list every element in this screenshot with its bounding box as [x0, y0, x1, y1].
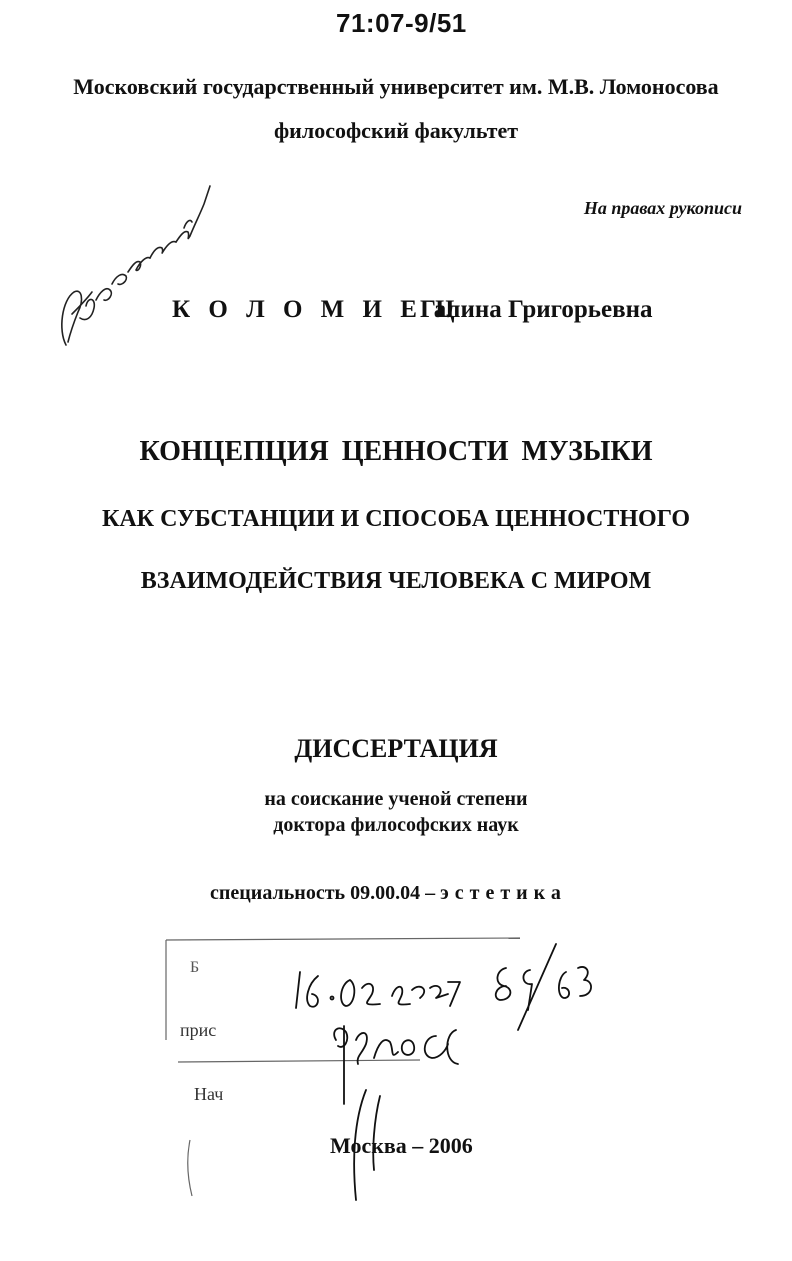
title-line-3: ВЗАИМОДЕЙСТВИЯ ЧЕЛОВЕКА С МИРОМ [140, 568, 652, 594]
stamp-fragment-1: Б [190, 959, 200, 976]
specialty-label: специальность 09.00.04 – [210, 882, 441, 904]
work-type: ДИССЕРТАЦИЯ [294, 734, 498, 763]
stamp-fragment-3: Нач [194, 1084, 224, 1104]
faculty-name: философский факультет [273, 118, 519, 143]
author-surname: К О Л О М И Е Ц [172, 296, 461, 323]
call-number: 71:07-9/51 [336, 8, 467, 38]
title-line-2: КАК СУБСТАНЦИИ И СПОСОБА ЦЕННОСТНОГО [101, 506, 691, 532]
stamp-fragment-2: прис [180, 1020, 217, 1040]
author-given-names: Галина Григорьевна [420, 296, 653, 323]
city-year: Москва – 2006 [330, 1133, 473, 1158]
title-line-1: КОНЦЕПЦИЯ ЦЕННОСТИ МУЗЫКИ [139, 436, 653, 467]
degree-line-1: на соискание ученой степени [264, 788, 528, 810]
manuscript-rights-note: На правах рукописи [583, 198, 742, 218]
degree-line-2: доктора философских наук [273, 814, 519, 836]
specialty-field: эстетика [440, 882, 567, 904]
university-name: Московский государственный университет им. М.В. Ломоносова [73, 74, 719, 99]
